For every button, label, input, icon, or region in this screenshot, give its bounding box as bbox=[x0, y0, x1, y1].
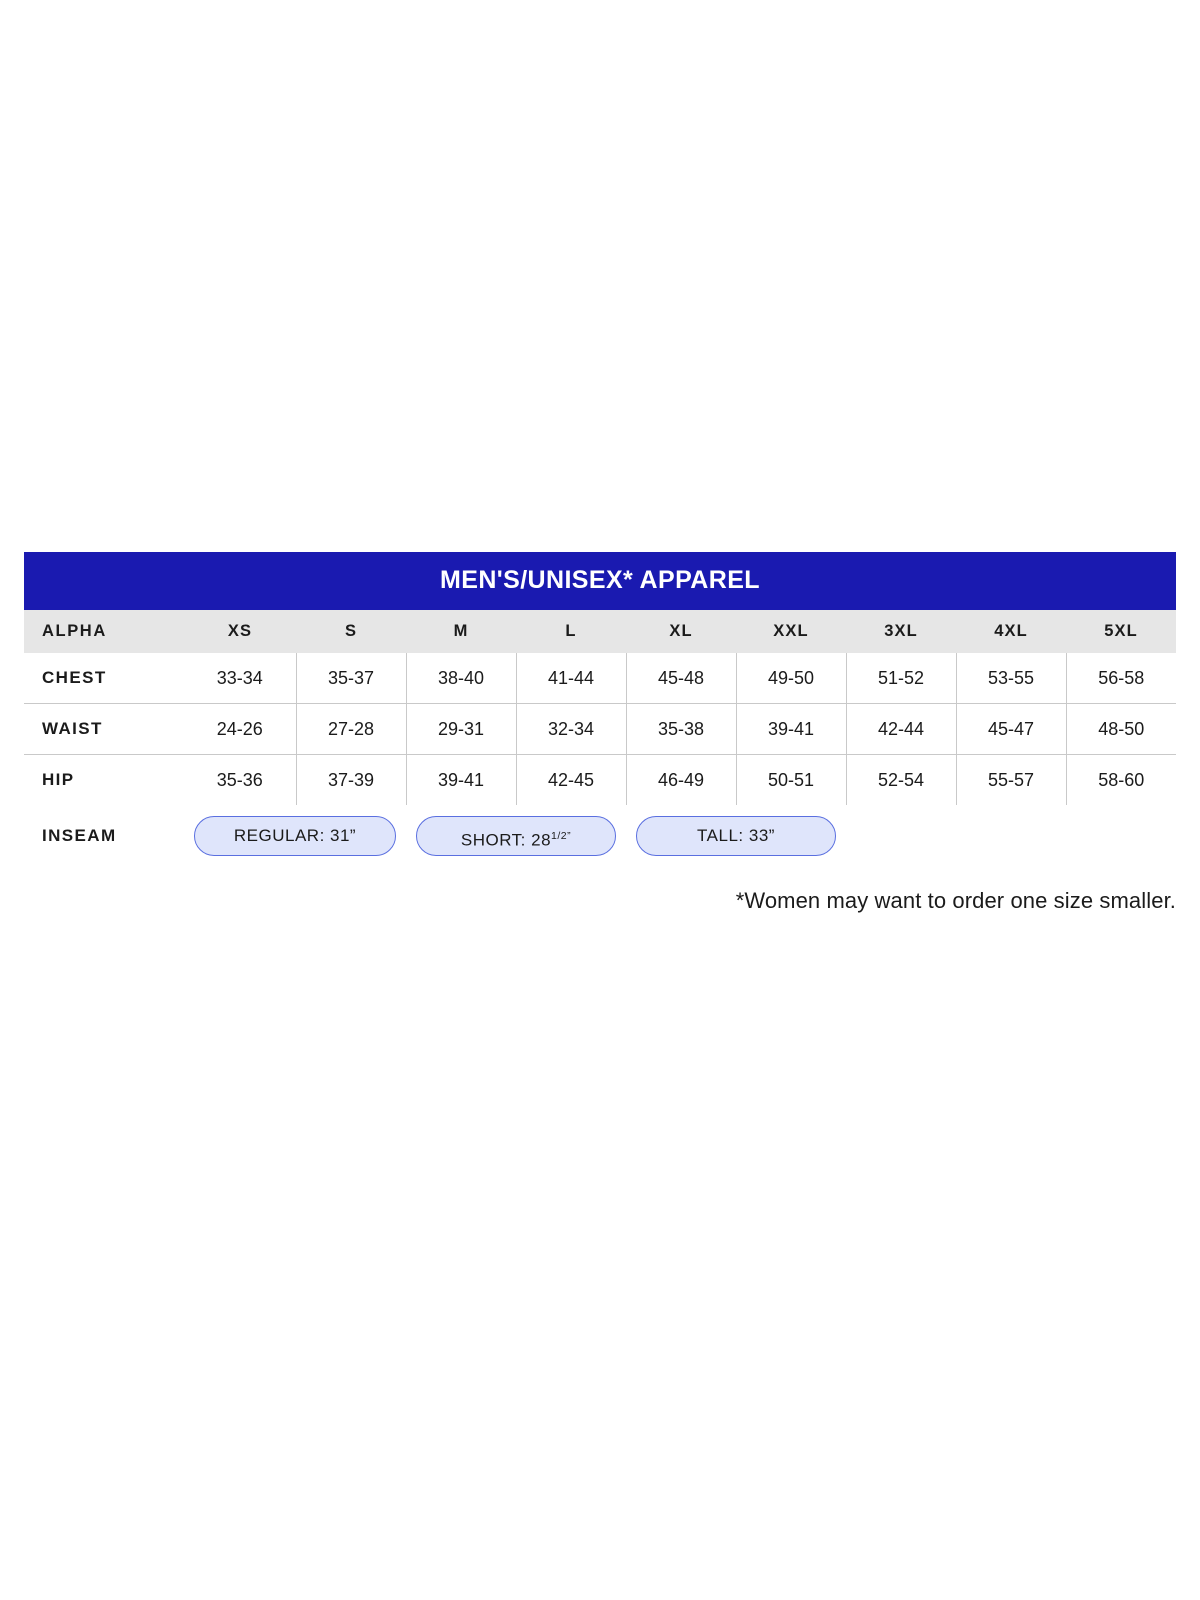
cell-hip-5xl: 58-60 bbox=[1066, 755, 1176, 806]
cell-chest-m: 38-40 bbox=[406, 653, 516, 704]
cell-waist-m: 29-31 bbox=[406, 704, 516, 755]
cell-chest-xl: 45-48 bbox=[626, 653, 736, 704]
column-header-5xl: 5XL bbox=[1066, 610, 1176, 653]
cell-waist-l: 32-34 bbox=[516, 704, 626, 755]
column-header-alpha: ALPHA bbox=[24, 610, 184, 653]
chart-title: MEN'S/UNISEX* APPAREL bbox=[24, 552, 1176, 610]
size-table bbox=[24, 610, 1176, 867]
column-header-xs: XS bbox=[184, 610, 296, 653]
inseam-short-cell bbox=[406, 805, 626, 867]
cell-waist-xs: 24-26 bbox=[184, 704, 296, 755]
row-label-waist: WAIST bbox=[24, 704, 184, 755]
cell-waist-3xl: 42-44 bbox=[846, 704, 956, 755]
cell-hip-xxl: 50-51 bbox=[736, 755, 846, 806]
column-header-xxl: XXL bbox=[736, 610, 846, 653]
cell-waist-s: 27-28 bbox=[296, 704, 406, 755]
cell-hip-4xl: 55-57 bbox=[956, 755, 1066, 806]
column-header-xl: XL bbox=[626, 610, 736, 653]
cell-hip-3xl: 52-54 bbox=[846, 755, 956, 806]
row-label-inseam: INSEAM bbox=[42, 826, 117, 845]
inseam-empty-5xl bbox=[1066, 805, 1176, 867]
inseam-option-tall[interactable]: TALL: 33” bbox=[636, 816, 836, 856]
cell-hip-m: 39-41 bbox=[406, 755, 516, 806]
cell-chest-4xl: 53-55 bbox=[956, 653, 1066, 704]
inseam-short-fraction: 1/2” bbox=[551, 830, 572, 842]
column-header-l: L bbox=[516, 610, 626, 653]
table-header-row bbox=[24, 610, 1176, 653]
column-header-m: M bbox=[406, 610, 516, 653]
cell-chest-xs: 33-34 bbox=[184, 653, 296, 704]
row-label-chest: CHEST bbox=[24, 653, 184, 704]
footnote: *Women may want to order one size smaller. bbox=[735, 888, 1176, 913]
cell-chest-5xl: 56-58 bbox=[1066, 653, 1176, 704]
cell-waist-xxl: 39-41 bbox=[736, 704, 846, 755]
cell-chest-3xl: 51-52 bbox=[846, 653, 956, 704]
cell-hip-xs: 35-36 bbox=[216, 769, 263, 790]
cell-waist-xl: 35-38 bbox=[626, 704, 736, 755]
inseam-option-regular[interactable]: REGULAR: 31” bbox=[194, 816, 396, 856]
inseam-regular-cell bbox=[184, 805, 406, 867]
table-row bbox=[24, 704, 1176, 755]
row-label-hip: HIP bbox=[42, 770, 75, 789]
column-header-3xl: 3XL bbox=[846, 610, 956, 653]
inseam-empty-3xl bbox=[846, 805, 956, 867]
table-row bbox=[24, 755, 1176, 806]
table-row bbox=[24, 653, 1176, 704]
column-header-4xl: 4XL bbox=[956, 610, 1066, 653]
cell-chest-xxl: 49-50 bbox=[736, 653, 846, 704]
inseam-row bbox=[24, 805, 1176, 867]
inseam-tall-cell bbox=[626, 805, 846, 867]
inseam-empty-4xl bbox=[956, 805, 1066, 867]
cell-hip-s: 37-39 bbox=[296, 755, 406, 806]
cell-chest-s: 35-37 bbox=[296, 653, 406, 704]
size-chart bbox=[24, 552, 1176, 867]
cell-hip-l: 42-45 bbox=[516, 755, 626, 806]
cell-waist-4xl: 45-47 bbox=[956, 704, 1066, 755]
cell-chest-l: 41-44 bbox=[516, 653, 626, 704]
cell-hip-xl: 46-49 bbox=[626, 755, 736, 806]
inseam-option-short[interactable]: SHORT: $28^{1/2”}$ bbox=[416, 816, 616, 856]
column-header-s: S bbox=[296, 610, 406, 653]
cell-waist-5xl: 48-50 bbox=[1066, 704, 1176, 755]
